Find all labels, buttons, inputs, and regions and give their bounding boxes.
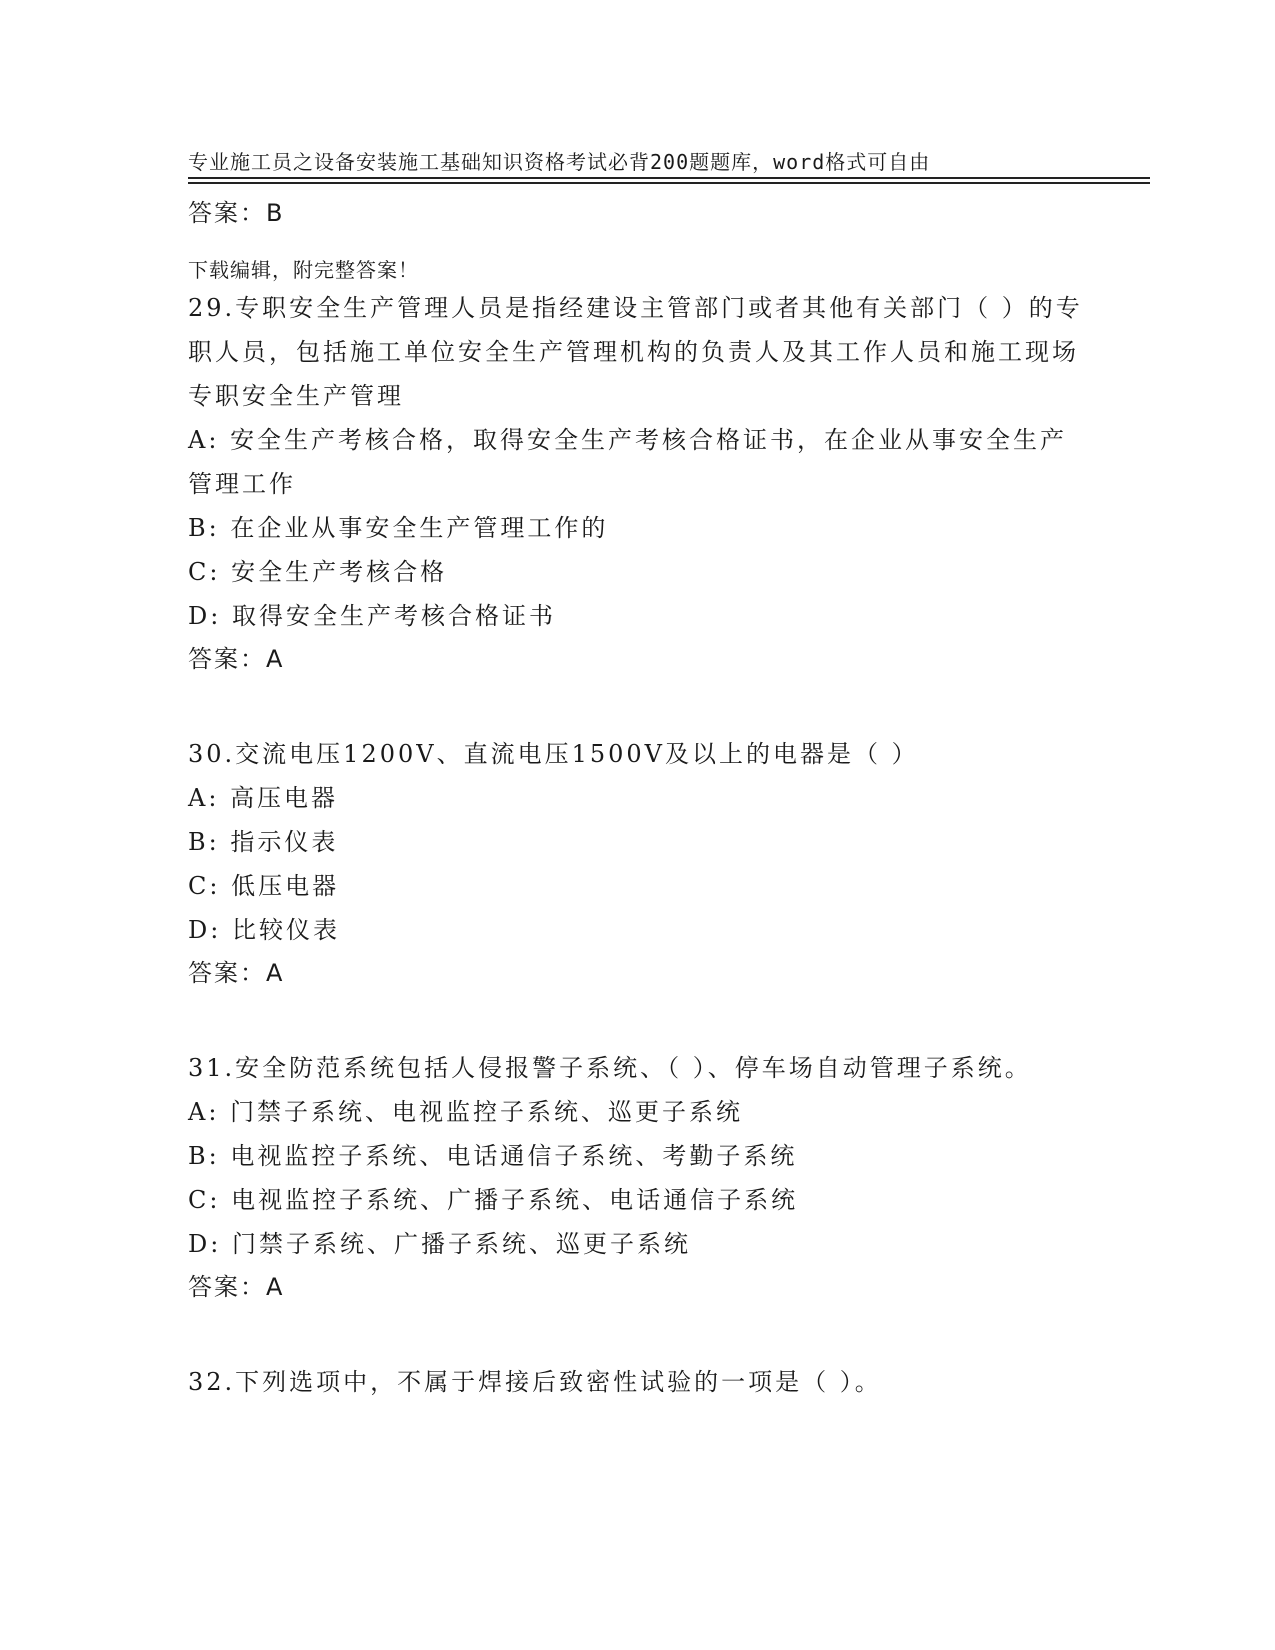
option-key: B: xyxy=(188,828,220,856)
option-item xyxy=(188,1134,1088,1178)
header-line-1: 专业施工员之设备安装施工基础知识资格考试必背200题题库，word格式可自由 xyxy=(188,150,931,174)
option-key: B: xyxy=(188,1142,220,1170)
option-key: D: xyxy=(188,916,222,944)
question-text: 下列选项中，不属于焊接后致密性试验的一项是（ ）。 xyxy=(235,1368,882,1396)
option-text: 低压电器 xyxy=(231,872,340,900)
option-key: D: xyxy=(188,1230,222,1258)
option-key: A: xyxy=(188,1098,220,1126)
question-text: 专职安全生产管理人员是指经建设主管部门或者其他有关部门（ ）的专职人员，包括施工单位安全生产管理机构的负责人及其工作人员和施工现场专职安全生产管理 xyxy=(188,294,1083,410)
option-key: A: xyxy=(188,426,220,454)
option-item xyxy=(188,1222,1088,1266)
question-number: 30. xyxy=(188,740,236,768)
answer-label: 答案：A xyxy=(188,1273,285,1301)
option-text: 取得安全生产考核合格证书 xyxy=(231,602,556,630)
option-item xyxy=(188,1178,1088,1222)
option-item xyxy=(188,820,1088,864)
question-item xyxy=(188,1360,1088,1404)
question-list xyxy=(188,192,1088,1404)
question-number: 31. xyxy=(188,1054,236,1082)
option-item xyxy=(188,1090,1088,1134)
option-key: B: xyxy=(188,514,220,542)
option-key: C: xyxy=(188,1186,221,1214)
header-rule-bottom xyxy=(188,182,1150,184)
answer-label: 答案：A xyxy=(188,645,285,673)
option-key: C: xyxy=(188,558,221,586)
option-text: 指示仪表 xyxy=(230,828,339,856)
option-text: 在企业从事安全生产管理工作的 xyxy=(230,514,609,542)
option-text: 电视监控子系统、电话通信子系统、考勤子系统 xyxy=(230,1142,798,1170)
header-line-2: 下载编辑，附完整答案！ xyxy=(188,258,419,282)
option-key: A: xyxy=(188,784,220,812)
question-number: 29. xyxy=(188,294,236,322)
question-text: 交流电压1200V、直流电压1500V及以上的电器是（ ） xyxy=(235,740,919,768)
option-item xyxy=(188,506,1088,550)
question-item xyxy=(188,1046,1088,1090)
option-item xyxy=(188,550,1088,594)
option-text: 电视监控子系统、广播子系统、电话通信子系统 xyxy=(231,1186,799,1214)
option-item xyxy=(188,418,1088,506)
option-text: 安全生产考核合格，取得安全生产考核合格证书，在企业从事安全生产管理工作 xyxy=(188,426,1068,498)
option-text: 安全生产考核合格 xyxy=(231,558,448,586)
question-item xyxy=(188,286,1088,418)
option-text: 门禁子系统、电视监控子系统、巡更子系统 xyxy=(230,1098,744,1126)
option-key: D: xyxy=(188,602,222,630)
option-item xyxy=(188,594,1088,638)
header-rule-top xyxy=(188,177,1150,179)
answer-label: 答案：B xyxy=(188,199,285,227)
option-item xyxy=(188,864,1088,908)
answer-label: 答案：A xyxy=(188,959,285,987)
option-key: C: xyxy=(188,872,221,900)
option-item xyxy=(188,776,1088,820)
option-text: 比较仪表 xyxy=(231,916,340,944)
question-text: 安全防范系统包括人侵报警子系统、（ ）、停车场自动管理子系统。 xyxy=(235,1054,1032,1082)
option-text: 门禁子系统、广播子系统、巡更子系统 xyxy=(231,1230,691,1258)
option-text: 高压电器 xyxy=(230,784,339,812)
question-number: 32. xyxy=(188,1368,236,1396)
option-item xyxy=(188,908,1088,952)
question-item xyxy=(188,732,1088,776)
